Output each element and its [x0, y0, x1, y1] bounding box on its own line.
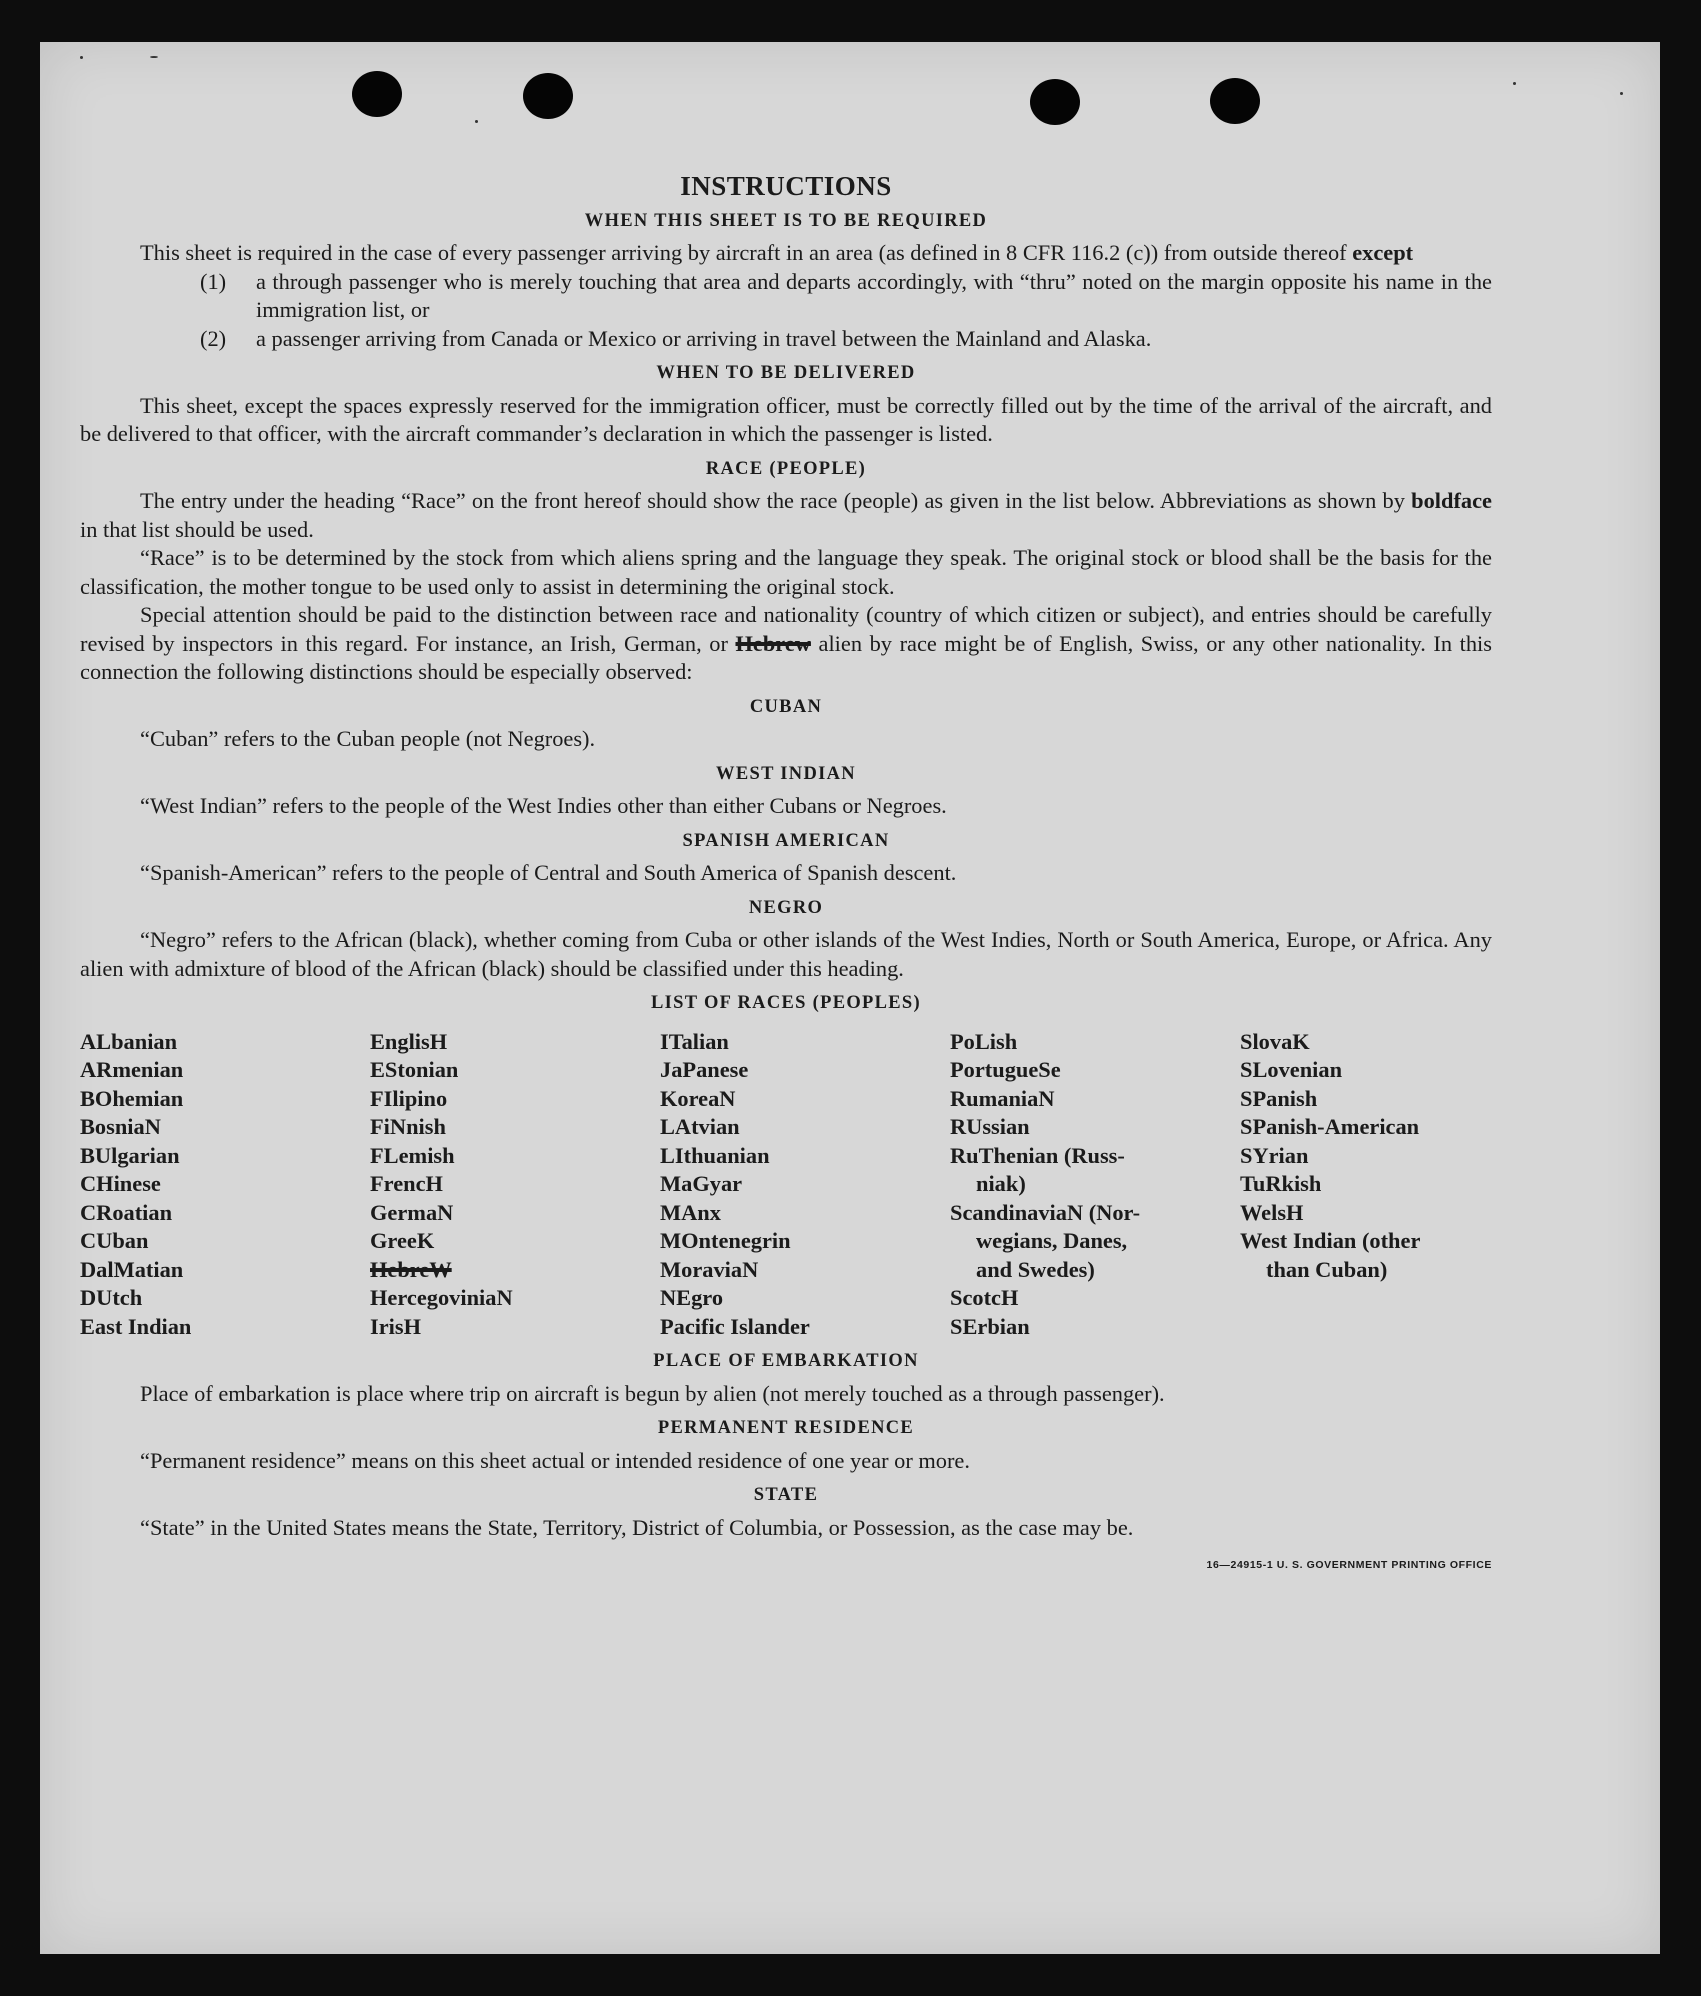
heading-west-indian: WEST INDIAN — [716, 763, 856, 784]
race-entry: PortugueSe — [950, 1057, 1061, 1082]
race-entry: RuThenian (Russ- — [950, 1142, 1125, 1168]
race-entry: CRoatian — [80, 1199, 173, 1225]
race-entry: SLovenian — [1240, 1057, 1343, 1082]
race-entry: SPanish — [1240, 1085, 1318, 1111]
item-number: (2) — [200, 325, 227, 351]
page-title: INSTRUCTIONS — [680, 171, 892, 201]
paragraph-spanish-american: “Spanish-American” refers to the people of Central and South America of Spanish descent. — [140, 860, 957, 885]
race-entry: MOntenegrin — [660, 1228, 791, 1253]
race-entry: FrencH — [370, 1171, 443, 1196]
race-entry: PoLish — [950, 1028, 1018, 1054]
heading-state: STATE — [753, 1485, 819, 1505]
race-entry: KoreaN — [660, 1085, 736, 1111]
races-column-1 — [80, 1028, 370, 1342]
race-entry: RumaniaN — [950, 1085, 1055, 1111]
paragraph-west-indian: “West Indian” refers to the people of the West Indies other than either Cubans or Negroes. — [140, 793, 947, 818]
race-entry: BOhemian — [80, 1085, 184, 1111]
race-entry: ARmenian — [80, 1057, 184, 1082]
punch-hole — [1030, 79, 1080, 125]
race-entry: BUlgarian — [80, 1142, 180, 1168]
races-column-2 — [370, 1028, 660, 1342]
paragraph-race-1 — [80, 487, 1492, 544]
heading-when-required: WHEN THIS SHEET IS TO BE REQUIRED — [584, 210, 988, 231]
footer — [80, 1542, 1492, 1572]
heading-negro: NEGRO — [748, 897, 824, 918]
heading-race: RACE (PEOPLE) — [705, 458, 867, 479]
race-entry: ITalian — [660, 1028, 729, 1054]
race-entry: LAtvian — [660, 1114, 740, 1139]
races-column-5 — [1240, 1028, 1492, 1342]
race-entry: WelsH — [1240, 1199, 1304, 1225]
race-entry: FLemish — [370, 1142, 455, 1168]
race-entry: CHinese — [80, 1171, 161, 1196]
race-entry: SErbian — [950, 1313, 1030, 1339]
punch-hole — [1210, 78, 1260, 124]
paragraph-negro: “Negro” refers to the African (black), whether coming from Cuba or other islands of the West Indies, North or South America, Europe, or Africa. Any alien with admixture of blood of the African (black) should be classified under this heading. — [80, 927, 1492, 981]
race-entry: MoraviaN — [660, 1256, 759, 1282]
race-entry: DUtch — [80, 1285, 143, 1310]
heading-permanent-residence: PERMANENT RESIDENCE — [657, 1418, 915, 1438]
race-entry: SlovaK — [1240, 1028, 1310, 1054]
race-entry: MAnx — [660, 1199, 721, 1225]
paragraph-when-delivered: This sheet, except the spaces expressly reserved for the immigration officer, must be correctly filled out by the time of the arrival of the aircraft, and be delivered to that officer, with the aircraft commander’s declaration in which the passenger is listed. — [80, 392, 1492, 446]
speck — [80, 56, 83, 59]
exception-item-1 — [200, 268, 1492, 325]
races-column-4 — [950, 1028, 1240, 1342]
paragraph-race-2: “Race” is to be determined by the stock from which aliens spring and the language they speak. The original stock or blood shall be the basis for the classification, the mother tongue to be used only to assist in determining the original stock. — [80, 545, 1492, 599]
races-column-3 — [660, 1028, 950, 1342]
speck — [1620, 92, 1623, 95]
heading-when-delivered: WHEN TO BE DELIVERED — [656, 363, 916, 383]
paragraph-embarkation: Place of embarkation is place where trip on aircraft is begun by alien (not merely touched as a through passenger). — [140, 1380, 1165, 1406]
item-number: (1) — [200, 268, 227, 294]
race-entry-continued: wegians, Danes, — [976, 1228, 1128, 1253]
exception-item-2 — [200, 325, 1492, 354]
speck — [475, 120, 478, 123]
speck — [150, 56, 158, 58]
race-entry: EStonian — [370, 1057, 459, 1082]
heading-embarkation: PLACE OF EMBARKATION — [653, 1351, 919, 1371]
intro-text: This sheet is required in the case of every passenger arriving by aircraft in an area (as defined in 8 CFR 116.2 (c)) from outside thereof — [140, 240, 1347, 265]
heading-list-of-races: LIST OF RACES (PEOPLES) — [651, 993, 921, 1013]
heading-spanish-american: SPANISH AMERICAN — [682, 830, 890, 851]
item-text: a through passenger who is merely touching that area and departs accordingly, with “thru” noted on the margin opposite his name in the immigration list, or — [256, 268, 1492, 322]
race-entry: IrisH — [370, 1313, 422, 1339]
race-entry: ScandinaviaN (Nor- — [950, 1199, 1141, 1225]
speck — [1513, 82, 1516, 85]
race-entry: MaGyar — [660, 1171, 743, 1196]
race-entry: EnglisH — [370, 1028, 448, 1054]
punch-hole — [523, 73, 573, 119]
race-entry-continued: and Swedes) — [976, 1256, 1095, 1282]
race-entry: HercegoviniaN — [370, 1285, 513, 1310]
punch-hole — [352, 71, 402, 117]
printing-office-code: 16—24915-1 U. S. GOVERNMENT PRINTING OFFICE — [1206, 1559, 1492, 1571]
race-entry: RUssian — [950, 1114, 1030, 1139]
race-entry: BosniaN — [80, 1114, 161, 1139]
race-entry: SPanish-American — [1240, 1114, 1420, 1139]
race-entry: East Indian — [80, 1313, 192, 1339]
race-entry: TuRkish — [1240, 1171, 1322, 1196]
paragraph-when-required — [80, 239, 1492, 268]
race-entry: SYrian — [1240, 1142, 1309, 1168]
race-entry: CUban — [80, 1228, 149, 1253]
race-entry-struck: HebreW — [370, 1256, 452, 1282]
race-entry: JaPanese — [660, 1057, 749, 1082]
race-entry: ScotcH — [950, 1285, 1019, 1310]
race-entry: Pacific Islander — [660, 1313, 810, 1339]
race-entry: GermaN — [370, 1199, 454, 1225]
race-text: The entry under the heading “Race” on the front hereof should show the race (people) as given in the list below. Abbreviations as shown by — [140, 488, 1405, 513]
heading-cuban: CUBAN — [749, 696, 823, 717]
race-entry: West Indian (other — [1240, 1228, 1421, 1253]
race-entry: NEgro — [660, 1285, 724, 1310]
races-list — [80, 1028, 1492, 1342]
race-text-bold: boldface — [1411, 488, 1492, 513]
race-entry: DalMatian — [80, 1256, 184, 1282]
paragraph-state: “State” in the United States means the State, Territory, District of Columbia, or Possession, as the case may be. — [140, 1514, 1134, 1540]
race-text: in that list should be used. — [80, 516, 314, 542]
race-text: Special attention should be paid to the distinction between race and nationality (country of which citizen or subject), and entries should be carefully revised by inspectors in this regard. For instance, an Irish, German, or — [80, 602, 1492, 656]
instructions-content — [80, 172, 1492, 1572]
race-entry: FIlipino — [370, 1085, 448, 1111]
race-entry: ALbanian — [80, 1028, 178, 1054]
paragraph-cuban: “Cuban” refers to the Cuban people (not Negroes). — [140, 726, 596, 751]
race-entry-continued: than Cuban) — [1266, 1256, 1388, 1282]
paragraph-permanent-residence: “Permanent residence” means on this sheet actual or intended residence of one year or more. — [140, 1447, 970, 1473]
race-entry: LIthuanian — [660, 1142, 770, 1168]
paragraph-race-3 — [80, 601, 1492, 687]
race-entry: GreeK — [370, 1228, 435, 1253]
intro-bold: except — [1352, 240, 1414, 265]
struck-word: Hebrew — [735, 630, 811, 656]
race-text: alien by race might be of English, Swiss, or any other nationality. In this connection the following distinctions should be especially observed: — [80, 630, 1492, 684]
race-entry-continued: niak) — [976, 1171, 1026, 1196]
race-entry: FiNnish — [370, 1114, 446, 1139]
item-text: a passenger arriving from Canada or Mexico or arriving in travel between the Mainland and Alaska. — [256, 325, 1152, 351]
